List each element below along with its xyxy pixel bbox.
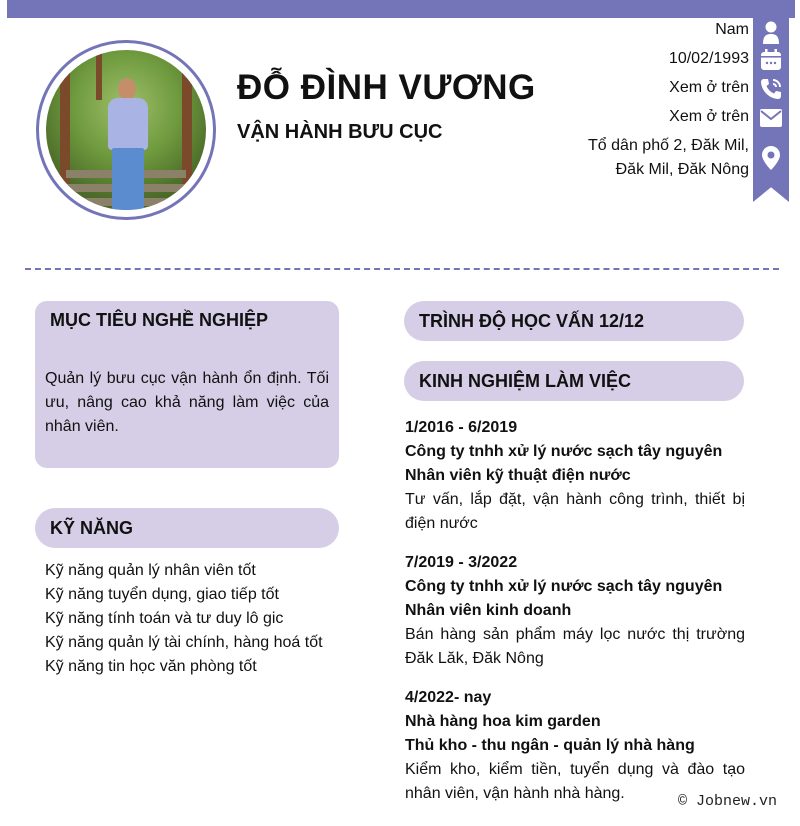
candidate-name: ĐỖ ĐÌNH VƯƠNG: [237, 68, 536, 107]
skill-item: Kỹ năng quản lý nhân viên tốt: [45, 562, 256, 579]
calendar-icon: [753, 47, 789, 73]
experience-item: [405, 551, 745, 671]
contact-birthday: 10/02/1993: [668, 50, 749, 67]
objective-title: MỤC TIÊU NGHỀ NGHIỆP: [50, 310, 269, 330]
experience-heading: KINH NGHIỆM LÀM VIỆC: [404, 361, 744, 401]
avatar-frame: [36, 40, 216, 220]
experience-period: 7/2019 - 3/2022: [405, 554, 518, 571]
experience-period: 4/2022- nay: [405, 689, 492, 706]
job-title: VẬN HÀNH BƯU CỤC: [237, 121, 443, 143]
education-heading: TRÌNH ĐỘ HỌC VẤN 12/12: [404, 301, 744, 341]
contact-address: [588, 134, 749, 182]
experience-item: [405, 686, 745, 806]
experience-description: Bán hàng sản phẩm máy lọc nước thị trường Đăk Lăk, Đăk Nông: [405, 626, 745, 667]
contact-email: Xem ở trên: [669, 108, 749, 125]
experience-company: Công ty tnhh xử lý nước sạch tây nguyên: [405, 443, 723, 460]
section-divider: [25, 268, 779, 270]
contact-phone: Xem ở trên: [669, 79, 749, 96]
mail-icon: [753, 105, 789, 131]
person-icon: [753, 20, 789, 46]
objective-section: [35, 301, 339, 468]
skills-heading: KỸ NĂNG: [35, 508, 339, 548]
contact-address-line2: Đăk Mil, Đăk Nông: [615, 161, 749, 178]
experience-description: Tư vấn, lắp đặt, vận hành công trình, thiết bị điện nước: [405, 491, 745, 532]
contact-icon-ribbon: [753, 18, 789, 202]
experience-position: Nhân viên kỹ thuật điện nước: [405, 467, 631, 484]
experience-item: [405, 416, 745, 536]
phone-icon: [753, 75, 789, 103]
experience-period: 1/2016 - 6/2019: [405, 419, 518, 436]
contact-gender: Nam: [715, 21, 749, 38]
skill-item: Kỹ năng tuyển dụng, giao tiếp tốt: [45, 586, 279, 603]
top-accent-bar: [7, 0, 795, 18]
objective-text: Quản lý bưu cục vận hành ổn định. Tối ưu, nâng cao khả năng làm việc của nhân viên.: [45, 370, 329, 435]
experience-company: Nhà hàng hoa kim garden: [405, 713, 601, 730]
contact-address-line1: Tổ dân phố 2, Đăk Mil,: [588, 137, 749, 154]
watermark: © Jobnew.vn: [677, 793, 777, 810]
experience-position: Nhân viên kinh doanh: [405, 602, 572, 619]
skill-item: Kỹ năng tính toán và tư duy lô gic: [45, 610, 284, 627]
skill-item: Kỹ năng quản lý tài chính, hàng hoá tốt: [45, 634, 323, 651]
skill-item: Kỹ năng tin học văn phòng tốt: [45, 658, 257, 675]
experience-position: Thủ kho - thu ngân - quản lý nhà hàng: [405, 737, 695, 754]
skills-list: [45, 559, 325, 679]
avatar-photo: [46, 50, 206, 210]
location-pin-icon: [753, 144, 789, 172]
experience-description: Kiểm kho, kiểm tiền, tuyển dụng và đào tạo nhân viên, vận hành nhà hàng.: [405, 761, 745, 802]
experience-company: Công ty tnhh xử lý nước sạch tây nguyên: [405, 578, 723, 595]
